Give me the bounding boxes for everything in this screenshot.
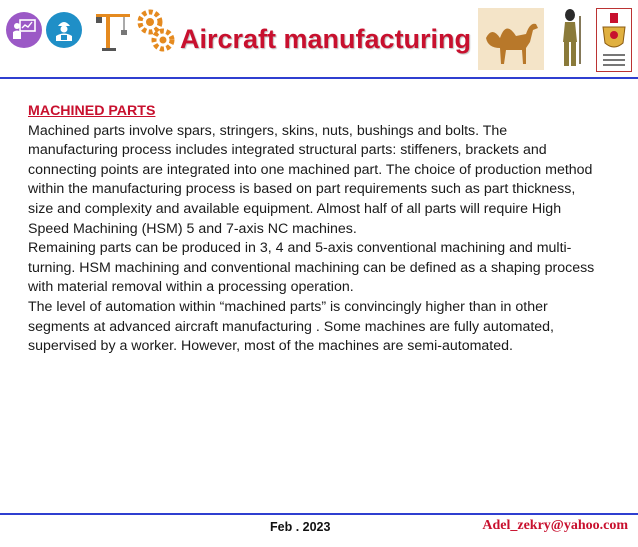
section-heading: MACHINED PARTS: [28, 103, 156, 119]
slide-header: [0, 0, 638, 82]
body-paragraph: Machined parts involve spars, stringers, skins, nuts, bushings and bolts. The manufacturing process includes integrated structural parts: stiffeners, brackets and connecting points are integrated into one machined part. The choice of production method within the manufacturing process is based on part requirements such as part thickness, size and complexity and available equipment. Almost half of all parts will require High Speed Machining (HSM) 5 and 7-axis NC machines.: [28, 122, 593, 237]
pharaoh-icon: [556, 6, 586, 70]
slide-title: Aircraft manufacturing: [176, 19, 475, 59]
gears-icon: [136, 6, 176, 54]
footer-divider: [0, 513, 638, 515]
presenter-icon: [6, 12, 42, 48]
emblem-icon: [596, 8, 632, 72]
header-divider: [0, 77, 638, 79]
body-paragraph: Remaining parts can be produced in 3, 4 and 5-axis conventional machining and multi-turning. HSM machining and conventional machining can be defined as a shaping process with material removal within a processing operation.: [28, 240, 595, 296]
footer-email: Adel_zekry@yahoo.com: [482, 518, 628, 533]
crane-icon: [92, 8, 132, 52]
engineer-icon: [46, 12, 82, 48]
camel-icon: [478, 8, 544, 70]
slide-body: [28, 102, 598, 357]
body-paragraph: The level of automation within “machined parts” is convincingly higher than in other segments at advanced aircraft manufacturing . Some machines are fully automated, supervised by a worker. However, most of the machines are semi-automated.: [28, 298, 554, 355]
footer-date: Feb . 2023: [270, 520, 331, 534]
